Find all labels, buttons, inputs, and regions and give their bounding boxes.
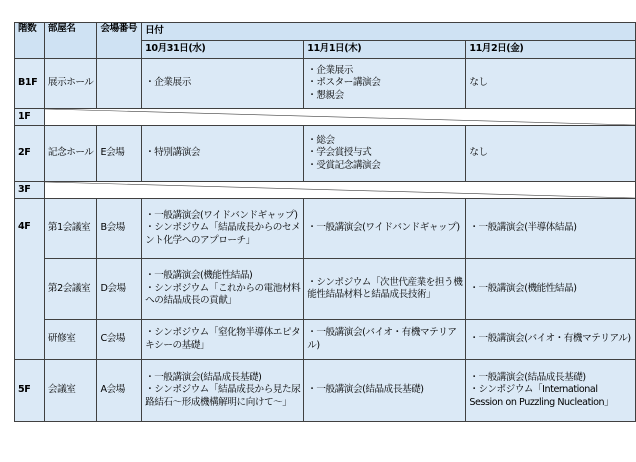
4f-1-day1-line: ・シンポジウム「結晶成長からのセメ bbox=[145, 222, 301, 234]
2f-day2-line: ・学会賞授与式 bbox=[307, 147, 372, 159]
4f-1-day1 bbox=[142, 199, 304, 259]
4f-2-day3 bbox=[466, 259, 636, 320]
b1f-day1-line: ・企業展示 bbox=[145, 77, 191, 89]
b1f-day2 bbox=[304, 59, 466, 109]
4f-3-day2-line: ・一般講演会(バイオ・有機マテリア bbox=[307, 327, 457, 339]
row-b1f bbox=[15, 59, 636, 109]
floor-5f: 5F bbox=[15, 360, 45, 422]
5f-day1-line: ・シンポジウム「結晶成長から見た尿 bbox=[145, 384, 301, 396]
4f-2-day3-line: ・一般講演会(機能性結晶) bbox=[469, 282, 577, 294]
venue-4f-2: D会場 bbox=[97, 259, 142, 320]
row-4f-1 bbox=[15, 199, 636, 259]
venue-b1f bbox=[97, 59, 142, 109]
5f-day1 bbox=[142, 360, 304, 422]
2f-day1-line: ・特別講演会 bbox=[145, 147, 200, 159]
venue-5f: A会場 bbox=[97, 360, 142, 422]
2f-day2-line: ・受賞記念講演会 bbox=[307, 159, 381, 171]
5f-day3-line: ・一般講演会(結晶成長基礎) bbox=[469, 371, 586, 383]
row-4f-3 bbox=[15, 320, 636, 360]
4f-3-day2-line: ル) bbox=[307, 339, 320, 351]
b1f-day2-line: ・懇親会 bbox=[307, 89, 344, 101]
4f-2-day2-line: ・シンポジウム「次世代産業を担う機 bbox=[307, 276, 463, 288]
row-1f bbox=[15, 109, 636, 126]
2f-day2 bbox=[304, 126, 466, 182]
b1f-day2-line: ・企業展示 bbox=[307, 64, 353, 76]
header-row bbox=[15, 23, 636, 41]
header-venue-no: 会場番号 bbox=[97, 23, 142, 59]
room-4f-3: 研修室 bbox=[44, 320, 97, 360]
4f-2-day1-line: への結晶成長の貢献」 bbox=[145, 295, 237, 307]
4f-3-day1-line: キシーの基礎」 bbox=[145, 339, 210, 351]
row-3f-empty bbox=[44, 182, 635, 199]
b1f-day1 bbox=[142, 59, 304, 109]
4f-2-day1-line: ・一般講演会(機能性結晶) bbox=[145, 270, 253, 282]
4f-1-day2-line: ・一般講演会(ワイドバンドギャップ) bbox=[307, 222, 460, 234]
4f-2-day1 bbox=[142, 259, 304, 320]
venue-4f-1: B会場 bbox=[97, 199, 142, 259]
5f-day2-line: ・一般講演会(結晶成長基礎) bbox=[307, 384, 424, 396]
4f-3-day3 bbox=[466, 320, 636, 360]
4f-3-day3-line: ・一般講演会(バイオ・有機マテリアル) bbox=[469, 333, 631, 345]
2f-day3 bbox=[466, 126, 636, 182]
5f-day1-line: 路結石～形成機構解明に向けて～」 bbox=[145, 396, 292, 408]
5f-day3 bbox=[466, 360, 636, 422]
5f-day3-line: Session on Puzzling Nucleation」 bbox=[469, 396, 614, 408]
4f-2-day2 bbox=[304, 259, 466, 320]
room-5f: 会議室 bbox=[44, 360, 97, 422]
room-2f: 記念ホール bbox=[44, 126, 97, 182]
2f-day3-line: なし bbox=[469, 147, 488, 159]
row-4f-2 bbox=[15, 259, 636, 320]
b1f-day3-line: なし bbox=[469, 77, 488, 89]
2f-day2-line: ・総会 bbox=[307, 134, 335, 146]
4f-1-day2 bbox=[304, 199, 466, 259]
row-1f-empty bbox=[44, 109, 635, 126]
4f-1-day3-line: ・一般講演会(半導体結晶) bbox=[469, 222, 577, 234]
header-date: 日付 bbox=[142, 23, 636, 41]
4f-1-day1-line: ・一般講演会(ワイドバンドギャップ) bbox=[145, 209, 298, 221]
floor-1f: 1F bbox=[15, 109, 45, 126]
floor-b1f: B1F bbox=[15, 59, 45, 109]
b1f-day3 bbox=[466, 59, 636, 109]
header-day2: 11月1日(木) bbox=[304, 41, 466, 59]
4f-2-day2-line: 能性結晶材料と結晶成長技術」 bbox=[307, 289, 436, 300]
header-room: 部屋名 bbox=[44, 23, 97, 59]
header-day3: 11月2日(金) bbox=[466, 41, 636, 59]
diagonal-line bbox=[45, 109, 635, 125]
4f-3-day1 bbox=[142, 320, 304, 360]
row-2f bbox=[15, 126, 636, 182]
5f-day3-line: ・シンポジウム「International bbox=[469, 384, 598, 396]
4f-1-day3 bbox=[466, 199, 636, 259]
diagonal-line bbox=[45, 182, 635, 198]
floor-4f: 4F bbox=[15, 199, 45, 360]
4f-1-day1-line: ント化学へのアプローチ」 bbox=[145, 234, 255, 246]
row-3f bbox=[15, 182, 636, 199]
5f-day2 bbox=[304, 360, 466, 422]
5f-day1-line: ・一般講演会(結晶成長基礎) bbox=[145, 371, 262, 383]
header-day1: 10月31日(水) bbox=[142, 41, 304, 59]
header-floor: 階数 bbox=[15, 23, 45, 59]
floor-2f: 2F bbox=[15, 126, 45, 182]
4f-3-day2 bbox=[304, 320, 466, 360]
4f-2-day1-line: ・シンポジウム「これからの電池材料 bbox=[145, 282, 301, 294]
schedule-table bbox=[14, 22, 636, 422]
room-4f-2: 第2会議室 bbox=[44, 259, 97, 320]
row-5f bbox=[15, 360, 636, 422]
4f-3-day1-line: ・シンポジウム「窒化物半導体エピタ bbox=[145, 327, 301, 339]
room-b1f: 展示ホール bbox=[44, 59, 97, 109]
venue-4f-3: C会場 bbox=[97, 320, 142, 360]
2f-day1 bbox=[142, 126, 304, 182]
room-4f-1: 第1会議室 bbox=[44, 199, 97, 259]
b1f-day2-line: ・ポスター講演会 bbox=[307, 77, 381, 89]
venue-2f: E会場 bbox=[97, 126, 142, 182]
floor-3f: 3F bbox=[15, 182, 45, 199]
